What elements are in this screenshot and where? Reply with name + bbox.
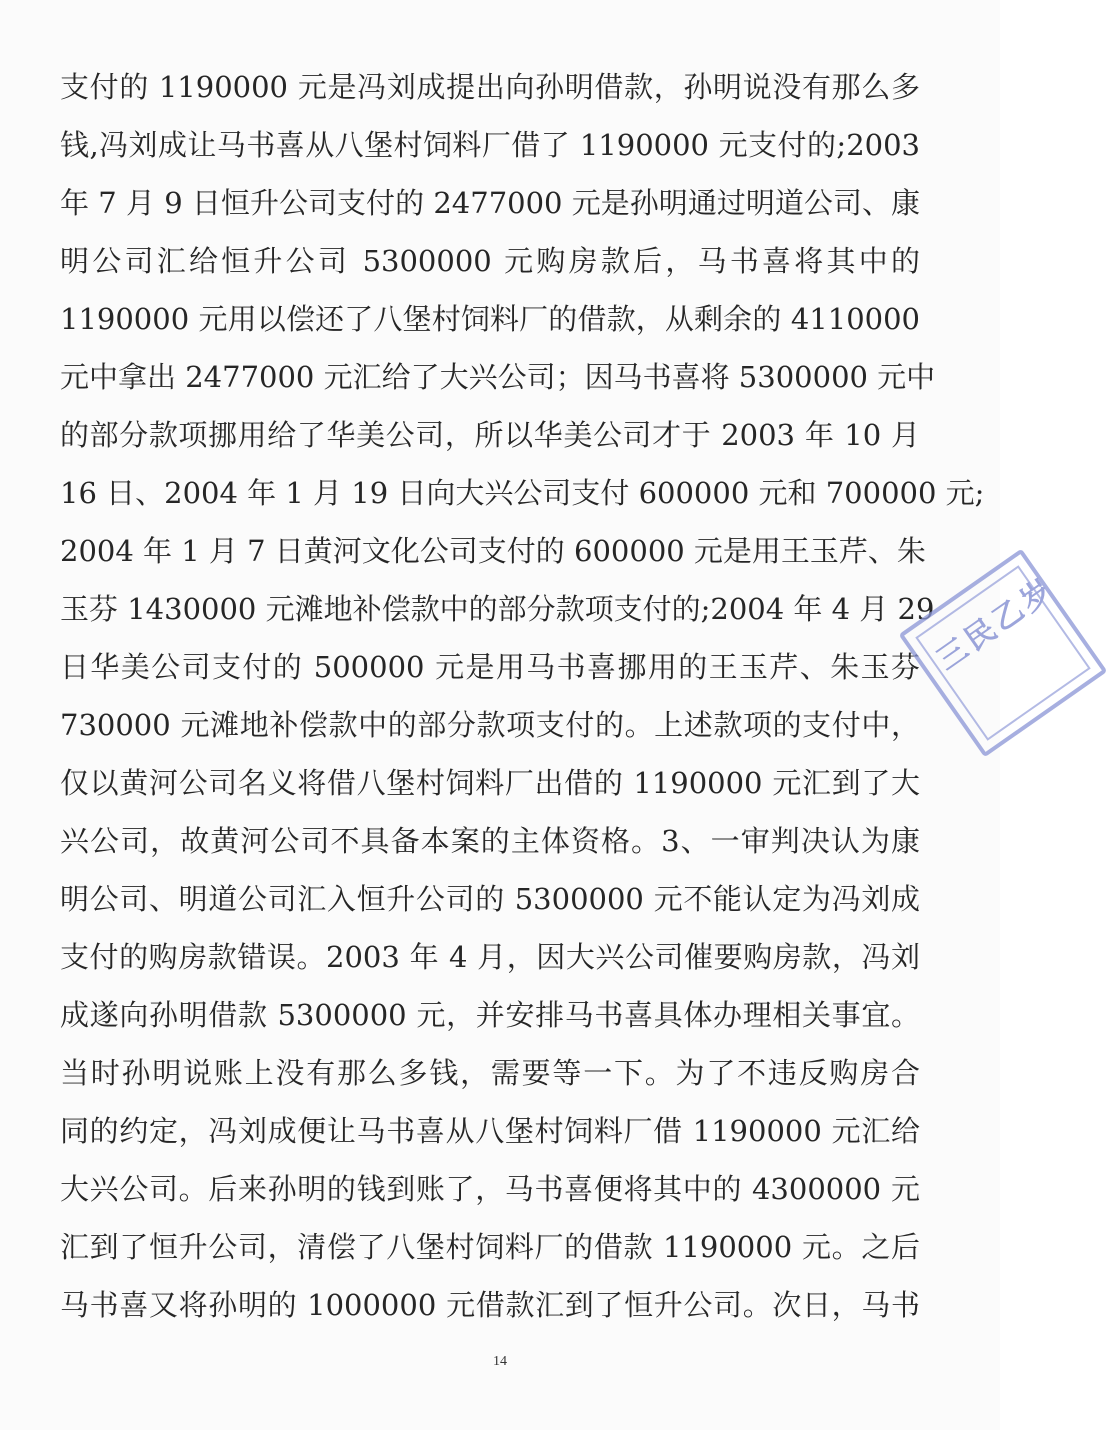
text-line: 16 日、2004 年 1 月 19 日向大兴公司支付 600000 元和 700000 元; — [60, 476, 985, 510]
text-line: 大兴公司。后来孙明的钱到账了，马书喜便将其中的 4300000 元 — [60, 1172, 920, 1206]
body-text — [60, 58, 985, 1334]
text-line: 仅以黄河公司名义将借八堡村饲料厂出借的 1190000 元汇到了大 — [60, 766, 920, 800]
text-line: 年 7 月 9 日恒升公司支付的 2477000 元是孙明通过明道公司、康 — [60, 186, 920, 220]
text-line: 支付的 1190000 元是冯刘成提出向孙明借款，孙明说没有那么多 — [60, 70, 920, 104]
text-line: 的部分款项挪用给了华美公司，所以华美公司才于 2003 年 10 月 — [60, 418, 920, 452]
seal-text: 三民乙岁 — [930, 570, 1062, 678]
text-line: 元中拿出 2477000 元汇给了大兴公司；因马书喜将 5300000 元中 — [60, 360, 936, 394]
official-seal-stamp — [899, 549, 1108, 758]
text-line: 明公司、明道公司汇入恒升公司的 5300000 元不能认定为冯刘成 — [60, 882, 920, 916]
page-number: 14 — [493, 1354, 507, 1369]
text-line: 当时孙明说账上没有那么多钱，需要等一下。为了不违反购房合 — [60, 1056, 920, 1090]
text-line: 730000 元滩地补偿款中的部分款项支付的。上述款项的支付中， — [60, 708, 920, 742]
text-line: 马书喜又将孙明的 1000000 元借款汇到了恒升公司。次日，马书 — [60, 1288, 920, 1322]
text-line: 兴公司，故黄河公司不具备本案的主体资格。3、一审判决认为康 — [60, 824, 920, 858]
text-line: 支付的购房款错误。2003 年 4 月，因大兴公司催要购房款，冯刘 — [60, 940, 920, 974]
text-line: 明公司汇给恒升公司 5300000 元购房款后，马书喜将其中的 — [60, 244, 920, 278]
text-line: 汇到了恒升公司，清偿了八堡村饲料厂的借款 1190000 元。之后 — [60, 1230, 920, 1264]
text-line: 同的约定，冯刘成便让马书喜从八堡村饲料厂借 1190000 元汇给 — [60, 1114, 920, 1148]
text-line: 钱,冯刘成让马书喜从八堡村饲料厂借了 1190000 元支付的;2003 — [60, 128, 920, 162]
text-line: 1190000 元用以偿还了八堡村饲料厂的借款，从剩余的 4110000 — [60, 302, 920, 336]
text-line: 玉芬 1430000 元滩地补偿款中的部分款项支付的;2004 年 4 月 29 — [60, 592, 935, 626]
text-line: 日华美公司支付的 500000 元是用马书喜挪用的王玉芹、朱玉芬 — [60, 650, 920, 684]
text-line: 成遂向孙明借款 5300000 元，并安排马书喜具体办理相关事宜。 — [60, 998, 920, 1032]
text-line: 2004 年 1 月 7 日黄河文化公司支付的 600000 元是用王玉芹、朱 — [60, 534, 926, 568]
